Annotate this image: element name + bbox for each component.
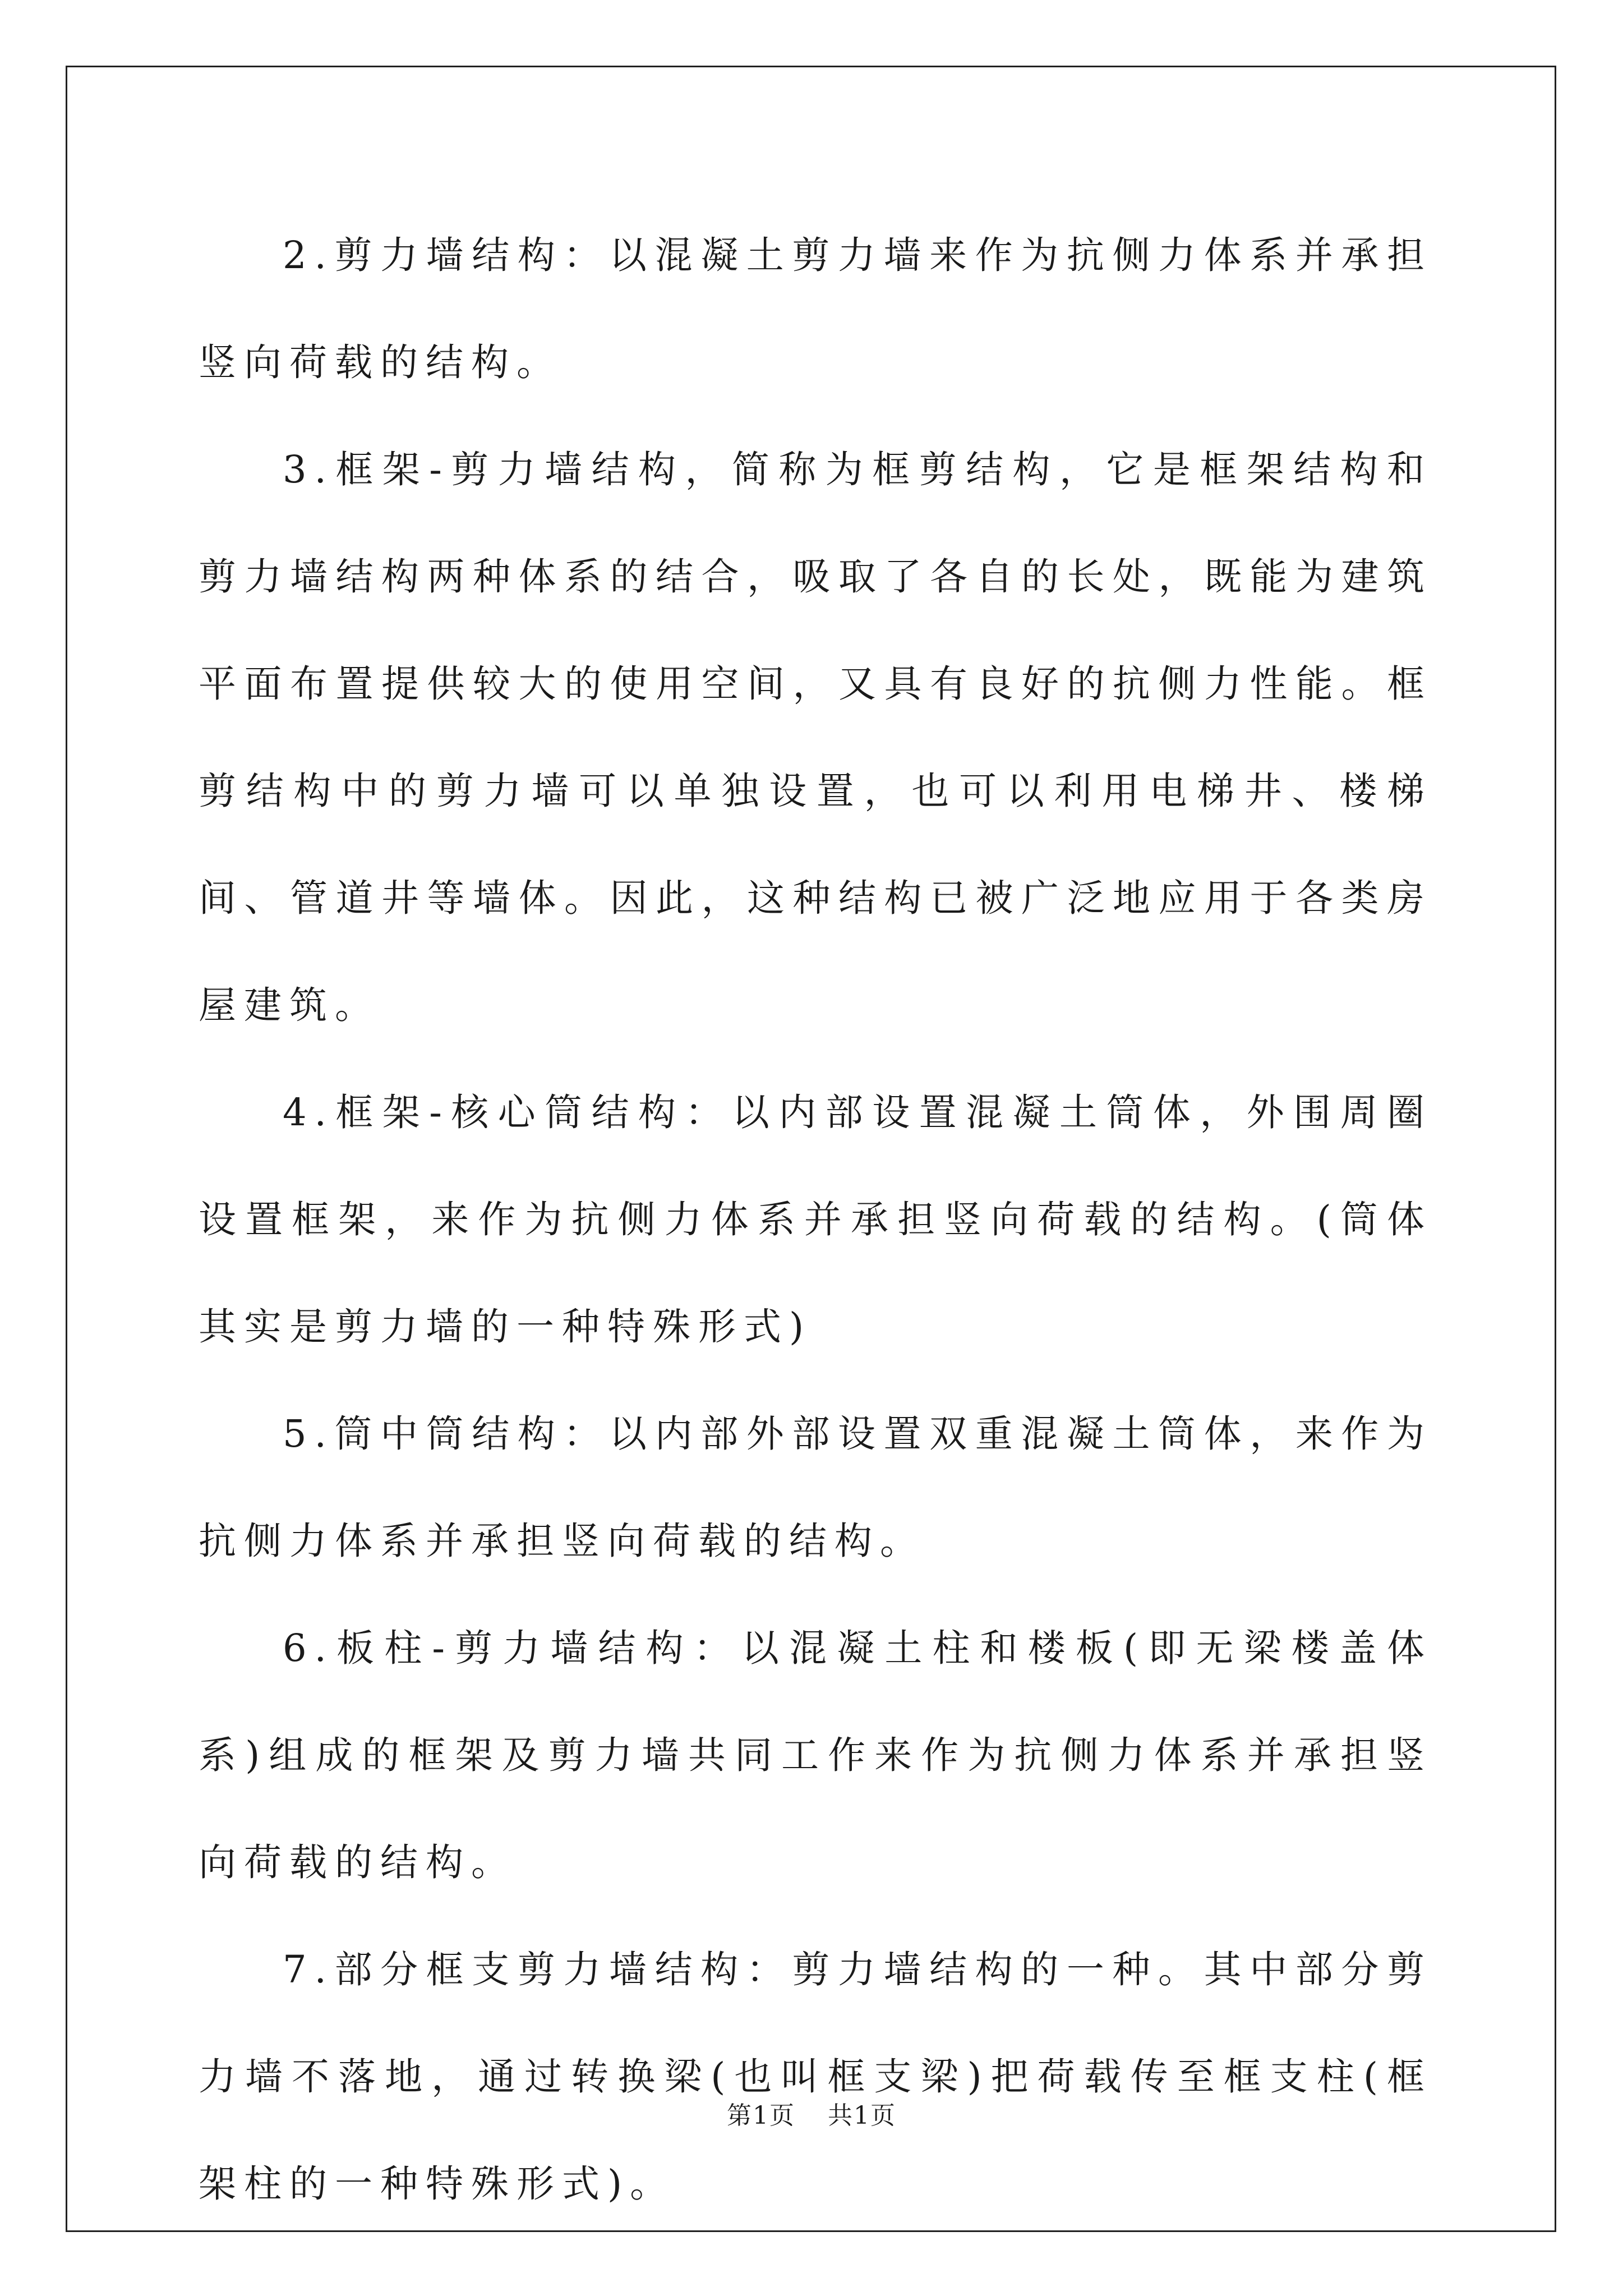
paragraph-shear-wall: 2.剪力墙结构：以混凝土剪力墙来作为抗侧力体系并承担竖向荷载的结构。 bbox=[199, 233, 1432, 384]
paragraph-tube-in-tube: 5.筒中筒结构：以内部外部设置双重混凝土筒体，来作为抗侧力体系并承担竖向荷载的结构。 bbox=[199, 1412, 1432, 1563]
paragraph-slab-column-shear-wall: 6.板柱-剪力墙结构：以混凝土柱和楼板(即无梁楼盖体系)组成的框架及剪力墙共同工作来作为抗侧力体系并承担竖向荷载的结构。 bbox=[199, 1626, 1432, 1884]
page-footer bbox=[0, 2095, 1623, 2131]
paragraph-frame-core-tube: 4.框架-核心筒结构：以内部设置混凝土筒体，外围周圈设置框架，来作为抗侧力体系并承担竖向荷载的结构。(筒体其实是剪力墙的一种特殊形式) bbox=[199, 1091, 1432, 1349]
paragraph-frame-supported-shear-wall: 7.部分框支剪力墙结构：剪力墙结构的一种。其中部分剪力墙不落地，通过转换梁(也叫框支梁)把荷载传至框支柱(框架柱的一种特殊形式)。 bbox=[199, 1948, 1432, 2206]
paragraph-frame-shear-wall: 3.框架-剪力墙结构，简称为框剪结构，它是框架结构和剪力墙结构两种体系的结合，吸取了各自的长处，既能为建筑平面布置提供较大的使用空间，又具有良好的抗侧力性能。框剪结构中的剪力墙可以单独设置，也可以利用电梯井、楼梯间、管道井等墙体。因此，这种结构已被广泛地应用于各类房屋建筑。 bbox=[199, 448, 1432, 1027]
page-total: 共1页 bbox=[828, 2101, 896, 2130]
page-number: 第1页 bbox=[727, 2101, 795, 2130]
document-body bbox=[199, 202, 1432, 2238]
